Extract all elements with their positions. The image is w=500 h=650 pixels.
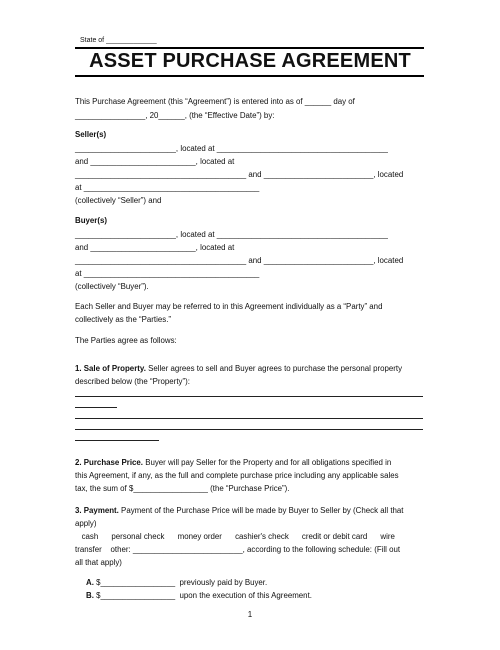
schedule-item-a[interactable] bbox=[86, 578, 267, 588]
agree-line: The Parties agree as follows: bbox=[75, 336, 177, 345]
schedule-text-a[interactable]: $_________________ previously paid by Buyer. bbox=[93, 578, 268, 587]
document-title: ASSET PURCHASE AGREEMENT bbox=[89, 50, 411, 72]
schedule-letter-a: A. bbox=[86, 578, 94, 587]
section-3-text: Payment of the Purchase Price will be made by Buyer to Seller by (Check all that bbox=[118, 506, 404, 515]
title-bottom-rule bbox=[75, 75, 424, 77]
seller-heading: Seller(s) bbox=[75, 130, 107, 139]
section-1-line-2: described below (the “Property”): bbox=[75, 377, 190, 386]
section-3-heading: 3. Payment. bbox=[75, 506, 119, 515]
section-3-line-1 bbox=[75, 506, 404, 516]
seller-line-3[interactable]: _______________________________________ and _________________________, located bbox=[75, 170, 404, 179]
section-1-heading: 1. Sale of Property. bbox=[75, 364, 146, 373]
buyer-heading: Buyer(s) bbox=[75, 216, 108, 225]
seller-line-1[interactable]: _______________________, located at _______________________________________ bbox=[75, 144, 388, 153]
property-description-line-1[interactable] bbox=[75, 396, 423, 397]
intro-line-1: This Purchase Agreement (this “Agreement”) is entered into as of ______ day of bbox=[75, 97, 355, 106]
buyer-line-2[interactable]: and ________________________, located at bbox=[75, 243, 235, 252]
schedule-text-b[interactable]: $_________________ upon the execution of this Agreement. bbox=[93, 591, 312, 600]
section-1-text: Seller agrees to sell and Buyer agrees to purchase the personal property bbox=[145, 364, 403, 373]
buyer-line-5: (collectively “Buyer”). bbox=[75, 282, 149, 291]
page-number: 1 bbox=[247, 610, 253, 619]
seller-line-4[interactable]: at ________________________________________ bbox=[75, 183, 260, 192]
schedule-item-b[interactable] bbox=[86, 591, 312, 601]
section-2-line-1 bbox=[75, 458, 391, 468]
section-3-line-3[interactable]: transfer other: _________________________, according to the following schedule: (Fill out bbox=[75, 545, 401, 554]
section-3-line-2: apply) bbox=[75, 519, 97, 528]
property-description-line-2[interactable] bbox=[75, 407, 117, 408]
payment-options[interactable]: cash personal check money order cashier's check credit or debit card wire bbox=[75, 532, 395, 541]
property-description-line-5[interactable] bbox=[75, 440, 159, 441]
section-2-line-3[interactable]: tax, the sum of $_________________ (the “Purchase Price”). bbox=[75, 484, 290, 493]
intro-line-2: ________________, 20______, (the “Effective Date”) by: bbox=[75, 111, 275, 120]
state-field[interactable]: State of _____________ bbox=[80, 37, 157, 44]
parties-line-2: collectively as the “Parties.” bbox=[75, 315, 172, 324]
buyer-line-1[interactable]: _______________________, located at _______________________________________ bbox=[75, 230, 388, 239]
section-2-heading: 2. Purchase Price. bbox=[75, 458, 143, 467]
seller-line-2[interactable]: and ________________________, located at bbox=[75, 157, 235, 166]
section-3-line-4: all that apply) bbox=[75, 558, 122, 567]
schedule-letter-b: B. bbox=[86, 591, 94, 600]
property-description-line-4[interactable] bbox=[75, 429, 423, 430]
section-2-line-2: this Agreement, if any, as the full and complete purchase price including any applicable sales bbox=[75, 471, 399, 480]
section-1-line-1 bbox=[75, 364, 402, 374]
buyer-line-4[interactable]: at ________________________________________ bbox=[75, 269, 260, 278]
property-description-line-3[interactable] bbox=[75, 418, 423, 419]
buyer-line-3[interactable]: _______________________________________ and _________________________, located bbox=[75, 256, 404, 265]
section-2-text: Buyer will pay Seller for the Property and for all obligations specified in bbox=[143, 458, 392, 467]
parties-line-1: Each Seller and Buyer may be referred to in this Agreement individually as a “Party” and bbox=[75, 302, 383, 311]
seller-line-5: (collectively “Seller”) and bbox=[75, 196, 162, 205]
